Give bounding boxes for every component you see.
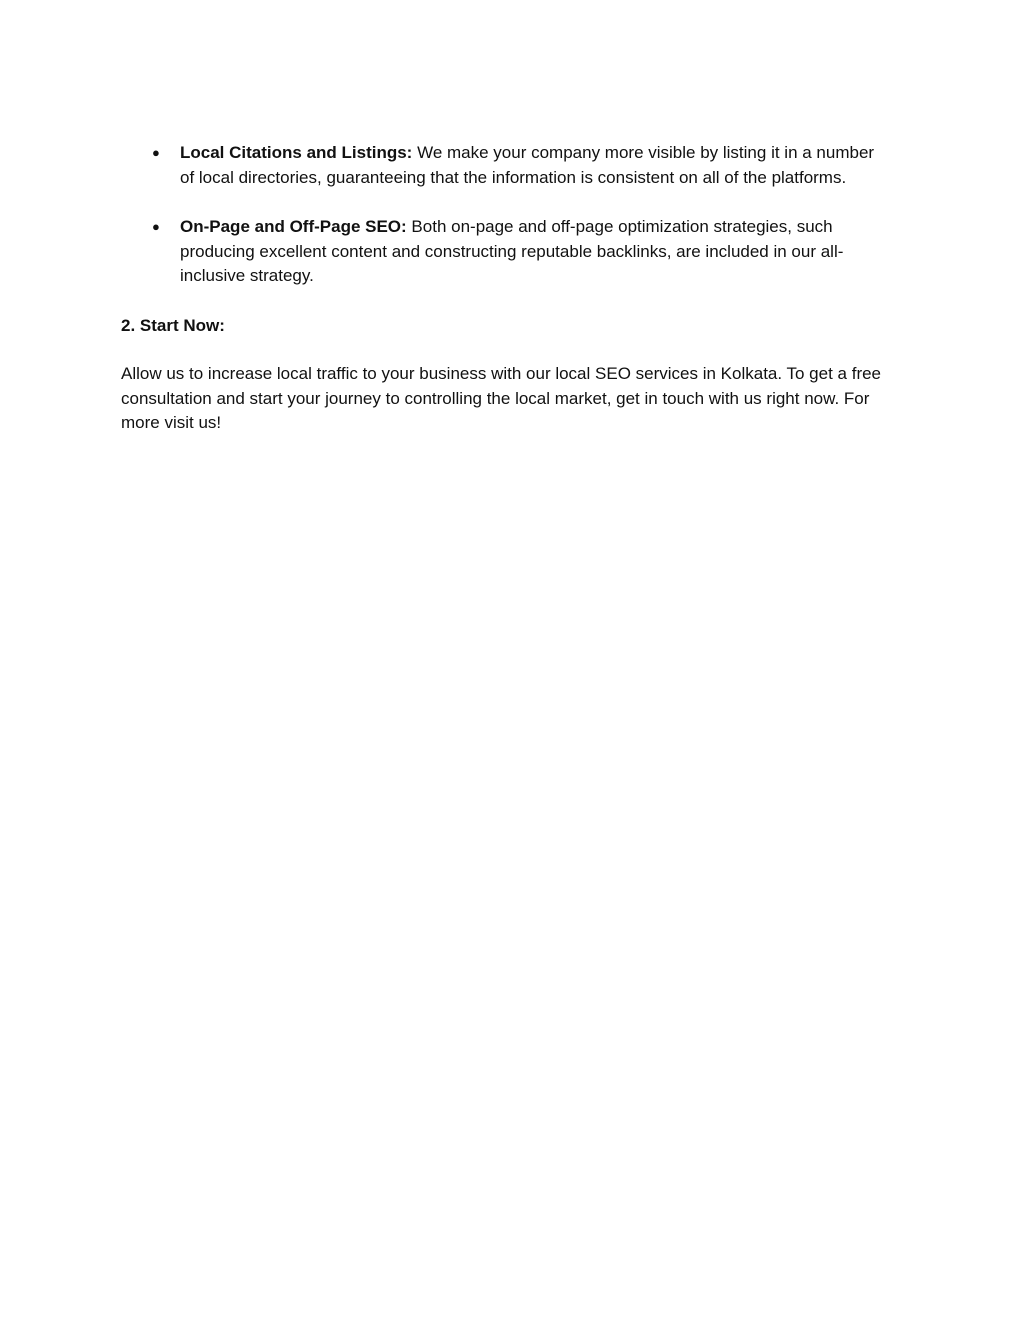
body-paragraph: Allow us to increase local traffic to your business with our local SEO services in Kolkata. To get a free consultation and start your journey to controlling the local market, get in touch with us right now. For more visit us! bbox=[121, 364, 882, 432]
list-item-term: On-Page and Off-Page SEO: bbox=[180, 217, 407, 236]
page-content bbox=[121, 141, 891, 436]
list-item-text: Both on-page and off-page optimization strategies, such producing excellent content and constructing reputable backlinks, are included in our all-inclusive strategy. bbox=[180, 217, 844, 285]
list-item-text: We make your company more visible by listing it in a number of local directories, guaranteeing that the information is consistent on all of the platforms. bbox=[180, 143, 875, 187]
section-heading: 2. Start Now: bbox=[121, 315, 225, 335]
bullet-icon: ● bbox=[152, 145, 160, 160]
list-item bbox=[121, 215, 891, 289]
bullet-icon: ● bbox=[152, 219, 160, 234]
list-item-term: Local Citations and Listings: bbox=[180, 143, 413, 162]
feature-list bbox=[121, 141, 891, 289]
list-item bbox=[121, 141, 891, 190]
